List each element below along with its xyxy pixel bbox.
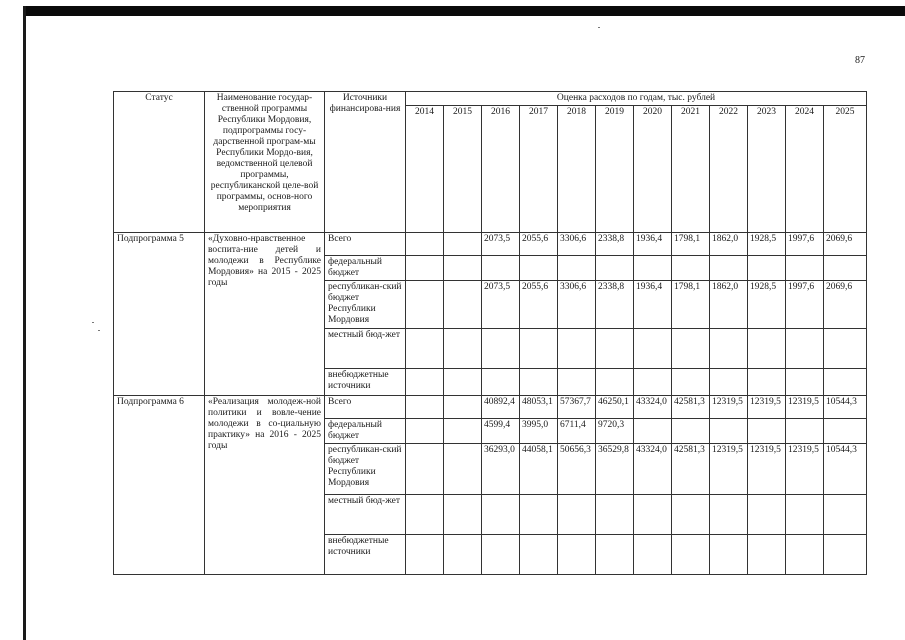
funding-source: республикан-ский бюджет Республики Мордовия [325, 444, 406, 495]
expense-value: 4599,4 [482, 419, 520, 444]
expense-value: 44058,1 [520, 444, 558, 495]
scan-top-border [23, 6, 905, 16]
expense-value [824, 256, 867, 281]
expense-value [672, 419, 710, 444]
header-year: 2024 [786, 106, 824, 233]
expense-value: 12319,5 [710, 395, 748, 418]
funding-source: Всего [325, 232, 406, 255]
table-row [114, 395, 867, 418]
expense-value: 12319,5 [710, 444, 748, 495]
expense-value [596, 369, 634, 395]
expense-value [520, 535, 558, 575]
header-year: 2016 [482, 106, 520, 233]
expense-value [786, 328, 824, 369]
expense-value [444, 328, 482, 369]
expense-value: 1936,4 [634, 281, 672, 329]
expense-value [596, 328, 634, 369]
funding-source: местный бюд-жет [325, 328, 406, 369]
expense-value [596, 494, 634, 535]
expense-value [634, 535, 672, 575]
table-row [114, 232, 867, 255]
header-expense-estimate: Оценка расходов по годам, тыс. рублей [406, 92, 867, 106]
expense-value [786, 256, 824, 281]
expense-value: 42581,3 [672, 395, 710, 418]
expense-value [482, 256, 520, 281]
expense-value: 1997,6 [786, 281, 824, 329]
expense-value [824, 419, 867, 444]
expense-value [444, 256, 482, 281]
expense-value [520, 369, 558, 395]
expense-value [824, 535, 867, 575]
expense-value: 2338,8 [596, 281, 634, 329]
expense-value [672, 256, 710, 281]
expense-value [710, 256, 748, 281]
expense-value: 48053,1 [520, 395, 558, 418]
expense-value: 1928,5 [748, 232, 786, 255]
expense-value [748, 535, 786, 575]
funding-source: внебюджетные источники [325, 369, 406, 395]
expense-value: 43324,0 [634, 395, 672, 418]
expenditure-table [113, 91, 867, 575]
expense-value [406, 395, 444, 418]
expense-value [672, 328, 710, 369]
expense-value [710, 419, 748, 444]
funding-source: федеральный бюджет [325, 419, 406, 444]
expense-value [748, 494, 786, 535]
expense-value: 12319,5 [786, 395, 824, 418]
expense-value [406, 444, 444, 495]
expense-value [406, 419, 444, 444]
expense-value [482, 369, 520, 395]
expense-value [786, 369, 824, 395]
expense-value [634, 494, 672, 535]
expense-value: 12319,5 [748, 444, 786, 495]
expense-value: 9720,3 [596, 419, 634, 444]
expense-value [824, 328, 867, 369]
subprogram-status: Подпрограмма 5 [114, 232, 205, 395]
funding-source: внебюджетные источники [325, 535, 406, 575]
expense-value [748, 256, 786, 281]
header-year: 2017 [520, 106, 558, 233]
expense-value: 1798,1 [672, 281, 710, 329]
funding-source: федеральный бюджет [325, 256, 406, 281]
scan-left-border [23, 6, 26, 640]
header-program-name: Наименование государ-ственной программы Республики Мордовия, подпрограммы госу-дарственной програм-мы Республики Мордо-вия, ведомственной целевой программы, республиканской целе-вой программы, основ-ного мероприятия [205, 92, 325, 233]
expense-value [444, 419, 482, 444]
expense-value [406, 232, 444, 255]
subprogram-name: «Духовно-нравственное воспита-ние детей и молодежи в Республике Мордовия» на 2015 - 2025 годы [205, 232, 325, 395]
scan-speck [98, 330, 100, 331]
page-number: 87 [855, 55, 865, 66]
expense-value [482, 494, 520, 535]
expense-value: 36293,0 [482, 444, 520, 495]
expense-value [710, 494, 748, 535]
header-year: 2021 [672, 106, 710, 233]
funding-source: местный бюд-жет [325, 494, 406, 535]
expense-value: 2069,6 [824, 281, 867, 329]
expense-value [406, 535, 444, 575]
scan-speck [598, 27, 600, 28]
expense-value [558, 256, 596, 281]
expense-value [558, 369, 596, 395]
expense-value: 10544,3 [824, 395, 867, 418]
expense-value [406, 494, 444, 535]
expense-value [634, 369, 672, 395]
expense-value [786, 494, 824, 535]
header-year: 2014 [406, 106, 444, 233]
expense-value: 2073,5 [482, 281, 520, 329]
expense-value: 6711,4 [558, 419, 596, 444]
expense-value: 2338,8 [596, 232, 634, 255]
expense-value: 2073,5 [482, 232, 520, 255]
expense-value: 1997,6 [786, 232, 824, 255]
header-year: 2018 [558, 106, 596, 233]
expense-value [672, 494, 710, 535]
funding-source: республикан-ский бюджет Республики Мордовия [325, 281, 406, 329]
expense-value [520, 328, 558, 369]
expense-value: 1798,1 [672, 232, 710, 255]
expense-value [444, 232, 482, 255]
expense-value: 57367,7 [558, 395, 596, 418]
expense-value: 42581,3 [672, 444, 710, 495]
expense-value: 46250,1 [596, 395, 634, 418]
header-year: 2025 [824, 106, 867, 233]
expense-value [520, 494, 558, 535]
expense-value [482, 535, 520, 575]
expense-value [748, 419, 786, 444]
expense-value: 3306,6 [558, 281, 596, 329]
subprogram-status: Подпрограмма 6 [114, 395, 205, 574]
expense-value: 2069,6 [824, 232, 867, 255]
expense-value [748, 328, 786, 369]
subprogram-name: «Реализация молодеж-ной политики и вовле-чение молодежи в со-циальную практику» на 2016 - 2025 годы [205, 395, 325, 574]
expense-value: 12319,5 [748, 395, 786, 418]
expense-value: 50656,3 [558, 444, 596, 495]
expense-value [558, 328, 596, 369]
expense-value: 36529,8 [596, 444, 634, 495]
expense-value [710, 369, 748, 395]
header-year: 2020 [634, 106, 672, 233]
expense-value [634, 256, 672, 281]
expense-value: 1862,0 [710, 281, 748, 329]
funding-source: Всего [325, 395, 406, 418]
expense-value: 12319,5 [786, 444, 824, 495]
expense-value [444, 395, 482, 418]
expense-value [634, 419, 672, 444]
expense-value [406, 256, 444, 281]
expense-value [482, 328, 520, 369]
expense-value: 1862,0 [710, 232, 748, 255]
expense-value [824, 369, 867, 395]
expense-value: 40892,4 [482, 395, 520, 418]
expense-value [444, 369, 482, 395]
expense-value [444, 444, 482, 495]
expense-value [710, 328, 748, 369]
header-funding-sources: Источники финансирова-ния [325, 92, 406, 233]
expense-value: 1928,5 [748, 281, 786, 329]
scan-speck [92, 322, 94, 323]
expense-value [444, 535, 482, 575]
expense-value [444, 281, 482, 329]
expense-value: 2055,6 [520, 232, 558, 255]
expense-value [634, 328, 672, 369]
expense-value [786, 419, 824, 444]
header-year: 2023 [748, 106, 786, 233]
expense-value [824, 494, 867, 535]
header-year: 2019 [596, 106, 634, 233]
expense-value [444, 494, 482, 535]
expense-value [558, 535, 596, 575]
expense-value: 1936,4 [634, 232, 672, 255]
expense-value [672, 535, 710, 575]
expense-value [596, 256, 634, 281]
expense-value [406, 281, 444, 329]
expense-value [406, 328, 444, 369]
expense-value [406, 369, 444, 395]
expense-value [558, 494, 596, 535]
expense-value: 43324,0 [634, 444, 672, 495]
expense-value: 10544,3 [824, 444, 867, 495]
expense-value: 3306,6 [558, 232, 596, 255]
header-year: 2022 [710, 106, 748, 233]
expense-value: 3995,0 [520, 419, 558, 444]
expense-value [748, 369, 786, 395]
expense-value [710, 535, 748, 575]
header-year: 2015 [444, 106, 482, 233]
expense-value: 2055,6 [520, 281, 558, 329]
expense-value [596, 535, 634, 575]
expense-value [520, 256, 558, 281]
expense-value [786, 535, 824, 575]
expense-value [672, 369, 710, 395]
header-status: Статус [114, 92, 205, 233]
